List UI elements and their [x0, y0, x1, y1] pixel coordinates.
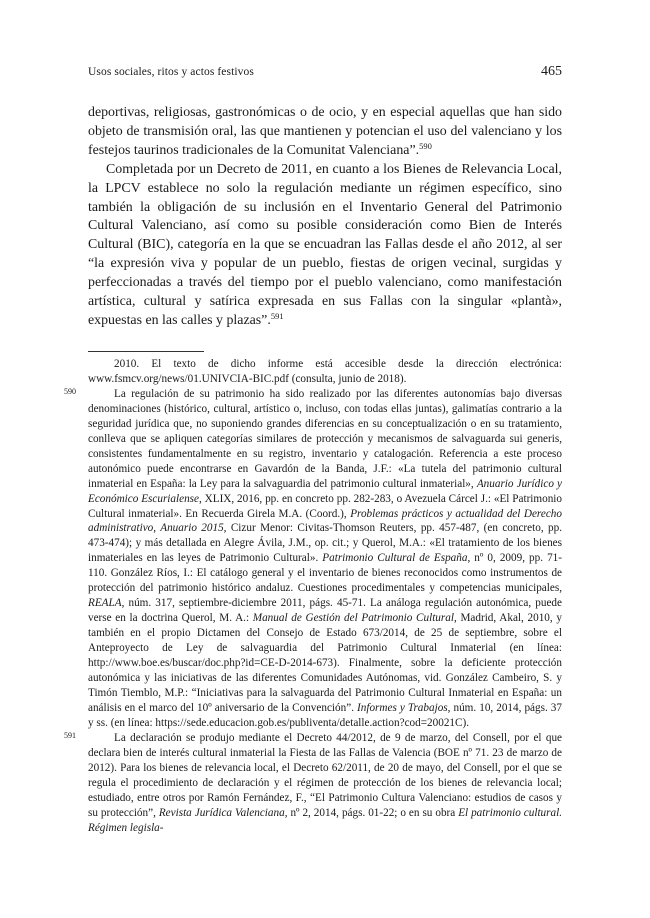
footnote-text: , Cizur Menor: Civitas-Thomson Reuters, pp. 457-487, (en concreto, pp. 473-474); y más detallada en Alegre Ávila, J.M., op. cit.; y Querol, M.A.: «El tratamiento de los bienes inmateriales en las leyes de Patrimonio Cultural».	[88, 522, 562, 565]
footnote-continuation: 2010. El texto de dicho informe está accesible desde la dirección electrónica: www.fsmcv.org/news/01.UNIVCIA-BIC.pdf (consulta, junio de 2018).	[88, 358, 562, 385]
footnote-text: La declaración se produjo mediante el Decreto 44/2012, de 9 de marzo, del Consell, por el que declara bien de interés cultural inmaterial la Fiesta de las Fallas de Valencia (BOE nº 71. 23 de marzo de 2012). Para los bienes de relevancia local, el Decreto 62/2011, de 20 de mayo, del Consell, por el que se regula el procedimiento de declaración y el régimen de protección de los bienes de relevancia local; estudiado, entre otros por Ramón Fernández, F., “El Patrimonio Cultura Valenciano: estudios de casos y su protección”,	[88, 731, 562, 819]
publication-title: El patrimonio cultural. Régimen legisla-	[88, 806, 562, 834]
main-text	[88, 104, 562, 331]
footnote-text: , nº 0, 2009, pp. 71-110. González Ríos, I.: El catálogo general y el inventario de bienes reconocidos como instrumentos de protección del patrimonio histórico andaluz. Cuestiones procedimentales y competencias municipales,	[88, 552, 562, 595]
publication-title: Patrimonio Cultural de España	[322, 552, 468, 565]
page-number: 465	[541, 64, 562, 79]
footnote-text: La regulación de su patrimonio ha sido realizado por las diferentes autonomías bajo diversas denominaciones (histórico, cultural, artístico o, incluso, con todas ellas juntas), galimatías contrario a la seguridad jurídica que, no suponiendo grandes diferencias en su conceptualización o en su tratamiento, conlleva que se apliquen categorías similares de protección y mecanismos de salvaguarda sui generis, consistentes fundamentalmente en su registro, inventario y catalogación. Referencia a este proceso autonómico puede encontrarse en Gavardón de la Banda, J.F.: «La tutela del patrimonio cultural inmaterial en España: la Ley para la salvaguardia del patrimonio cultural inmaterial»,	[88, 387, 562, 490]
publication-title: REALA	[88, 597, 122, 610]
footnote-reference[interactable]: 590	[419, 140, 432, 151]
publication-title: Revista Jurídica Valenciana	[158, 806, 285, 819]
footnote-separator	[88, 351, 204, 352]
footnote-text: , XLIX, 2016, pp. en concreto pp. 282-283, o Avezuela Cárcel J.: «El Patrimonio Cultural inmaterial». En Recuerda Girela M.A. (Coord.),	[88, 492, 563, 520]
footnote-590	[64, 386, 563, 731]
footnotes	[64, 357, 563, 836]
paragraph-text: Completada por un Decreto de 2011, en cuanto a los Bienes de Relevancia Local, la LPCV establece no solo la regulación mediante un régimen específico, sino también la obligación de su inclusión en el Inventario General del Patrimonio Cultural Valenciano, así como su posible consideración como Bien de Interés Cultural (BIC), categoría en la que se encuadran las Fallas desde el año 2012, al ser “la expresión viva y popular de un pueblo, fiestas de origen vecinal, surgidas y perfeccionadas a través del tiempo por el pueblo valenciano, como manifestación artística, cultural y satírica expresada en sus Fallas con la singular «plantà», expuestas en las calles y plazas”.	[88, 161, 562, 328]
publication-title: Informes y Trabajos	[357, 701, 448, 714]
footnote-text: , núm. 317, septiembre-diciembre 2011, págs. 45-71. La análoga regulación autonómica, puede verse en la doctrina Querol, M. A.:	[88, 597, 562, 625]
footnote-number: 590	[64, 386, 76, 396]
paragraph-text: deportivas, religiosas, gastronómicas o de ocio, y en especial aquellas que han sido objeto de transmisión oral, las que mantienen y potencian el uso del valenciano y los festejos taurinos tradicionales de la Comunitat Valenciana”.	[88, 105, 562, 158]
publication-title: Problemas prácticos y actualidad del Derecho administrativo, Anuario 2015	[88, 507, 562, 535]
paragraph	[88, 161, 562, 331]
footnote-reference[interactable]: 591	[270, 310, 284, 321]
page-header	[88, 64, 562, 80]
footnote-text: , nº 2, 2014, págs. 01-22; o en su obra	[284, 806, 459, 819]
publication-title: Anuario Jurídico y Económico Escurialense	[88, 477, 562, 505]
footnote-text: , núm. 10, 2014, págs. 37 y ss. (en línea: https://sede.educacion.gob.es/publiventa/detalle.action?cod=20021C).	[88, 701, 562, 729]
footnote-591	[64, 730, 562, 836]
footnote-text: , Madrid, Akal, 2010, y también en el propio Dictamen del Consejo de Estado 673/2014, de 25 de septiembre, sobre el Anteproyecto de Ley de salvaguardia del Patrimonio Cultural Inmaterial (en línea: http://www.boe.es/buscar/doc.php?id=CE-D-2014-673). Finalmente, sobre la deficiente protección autonómica y las iniciativas de las diferentes Comunidades Autónomas, vid. González Cambeiro, S. y Timón Tiemblo, M.P.: “Iniciativas para la salvaguarda del Patrimonio Cultural Inmaterial en España: un análisis en el marco del 10º aniversario de la Convención”.	[88, 612, 562, 714]
paragraph	[88, 104, 562, 161]
running-title: Usos sociales, ritos y actos festivos	[88, 66, 254, 78]
footnote-number: 591	[64, 730, 76, 740]
publication-title: Manual de Gestión del Patrimonio Cultural	[252, 612, 454, 625]
